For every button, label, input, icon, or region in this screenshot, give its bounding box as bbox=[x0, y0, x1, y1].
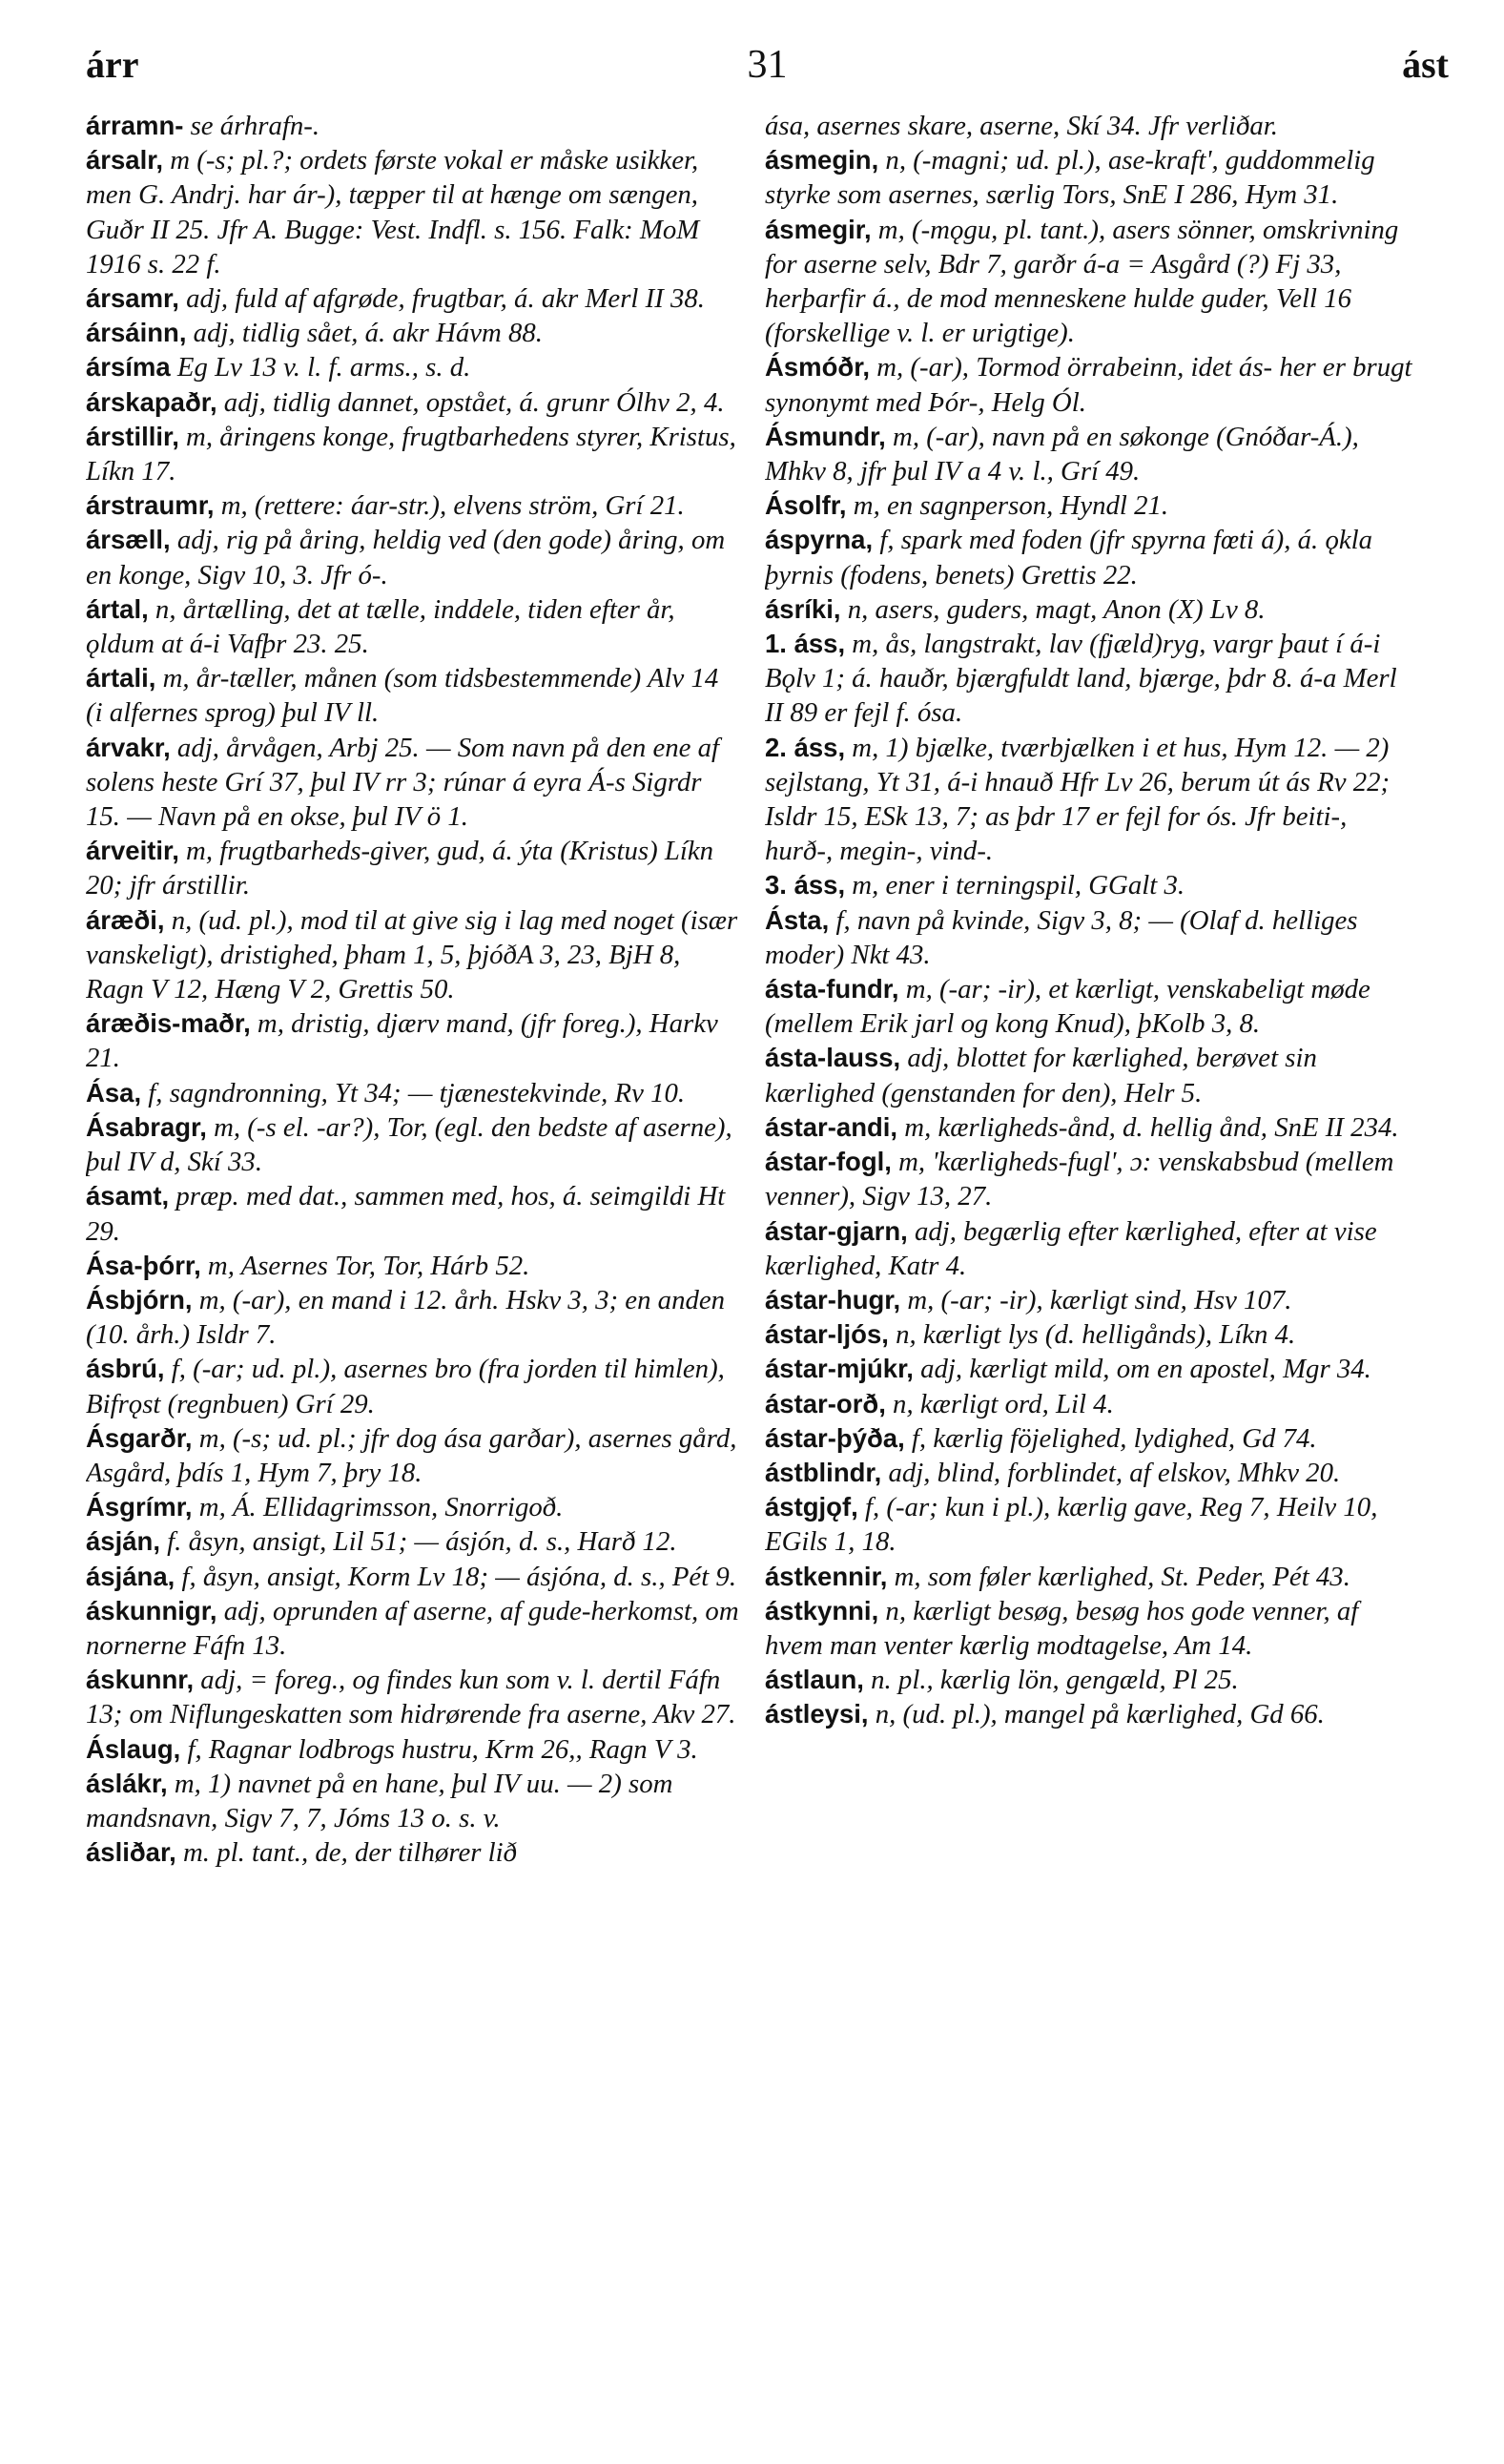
dictionary-entry bbox=[765, 420, 1419, 488]
entry-definition: adj, tidlig sået, á. akr Hávm 88. bbox=[186, 318, 543, 349]
entry-definition: m, (-ar), Tormod örrabeinn, idet ás- her er brugt synonymt med Þór-, Helg Ól. bbox=[765, 352, 1412, 418]
dictionary-entry bbox=[86, 1560, 740, 1594]
entry-headword: Ása, bbox=[86, 1077, 142, 1108]
entry-headword: Ásbjórn, bbox=[86, 1284, 193, 1315]
dictionary-entry bbox=[765, 1421, 1419, 1456]
dictionary-entry bbox=[765, 1387, 1419, 1421]
dictionary-entry bbox=[765, 1283, 1419, 1317]
entry-definition: m, ås, langstrakt, lav (fjæld)ryg, vargr þaut í á-i Bǫlv 1; á. hauðr, bjærgfuldt land, bjærge, þdr 8. á-a Merl II 89 er fejl f. ósa. bbox=[765, 629, 1397, 729]
entry-headword: Ásabragr, bbox=[86, 1111, 207, 1142]
entry-definition: m, år-tæller, månen (som tidsbestemmende) Alv 14 (i alfernes sprog) þul IV ll. bbox=[86, 663, 719, 729]
entry-headword: 3. áss, bbox=[765, 870, 846, 901]
dictionary-entry bbox=[765, 868, 1419, 902]
entry-headword: árstillir, bbox=[86, 421, 179, 451]
entry-definition: f, Ragnar lodbrogs hustru, Krm 26,, Ragn V 3. bbox=[180, 1733, 698, 1765]
entry-headword: ársáinn, bbox=[86, 318, 187, 348]
entry-definition: adj, fuld af afgrøde, frugtbar, á. akr Merl II 38. bbox=[178, 283, 705, 315]
entry-headword: ásmegir, bbox=[765, 214, 872, 244]
entry-definition: ása, asernes skare, aserne, Skí 34. Jfr verliðar. bbox=[765, 111, 1279, 141]
dictionary-entry bbox=[765, 1490, 1419, 1559]
entry-headword: ásmegin, bbox=[765, 145, 879, 176]
entry-headword: ársíma bbox=[86, 352, 171, 383]
entry-definition: m, (-ar), en mand i 12. årh. Hskv 3, 3; en anden (10. årh.) Isldr 7. bbox=[86, 1284, 726, 1351]
entry-definition: adj, = foreg., og findes kun som v. l. dertil Fáfn 13; om Niflungeskatten som hidrørende fra aserne, Akv 27. bbox=[86, 1665, 736, 1730]
entry-headword: ásamt, bbox=[86, 1181, 170, 1211]
dictionary-entry bbox=[86, 1732, 740, 1767]
dictionary-entry bbox=[765, 1697, 1419, 1731]
page-header bbox=[86, 42, 1449, 99]
entry-headword: Ásolfr, bbox=[765, 490, 847, 521]
entry-definition: m, 'kærligheds-fugl', ɔ: venskabsbud (mellem venner), Sigv 13, 27. bbox=[765, 1147, 1394, 1212]
dictionary-entry bbox=[86, 1421, 740, 1490]
entry-headword: árskapaðr, bbox=[86, 386, 217, 417]
dictionary-entry bbox=[765, 592, 1419, 627]
dictionary-entry bbox=[765, 1560, 1419, 1594]
dictionary-entry bbox=[765, 523, 1419, 591]
entry-headword: ásliðar, bbox=[86, 1837, 176, 1868]
entry-definition: m, en sagnperson, Hyndl 21. bbox=[846, 490, 1169, 522]
dictionary-entry bbox=[765, 1041, 1419, 1109]
right-column bbox=[765, 109, 1419, 2446]
dictionary-entry bbox=[86, 731, 740, 835]
dictionary-entry bbox=[765, 972, 1419, 1041]
entry-definition: n, asers, guders, magt, Anon (X) Lv 8. bbox=[840, 593, 1266, 625]
dictionary-entry bbox=[86, 1283, 740, 1352]
entry-definition: f, spark med foden (jfr spyrna fœti á), á. ǫkla þyrnis (fodens, benets) Grettis 22. bbox=[765, 525, 1373, 590]
entry-definition: n, kærligt ord, Lil 4. bbox=[885, 1388, 1114, 1419]
entry-headword: Ásgrímr, bbox=[86, 1492, 193, 1522]
entry-definition: m, 1) bjælke, tværbjælken i et hus, Hym 12. — 2) sejlstang, Yt 31, á-i hnauð Hfr Lv 26, berum út ás Rv 22; Isldr 15, ESk 13, 7; as þdr 17 er fejl for ós. Jfr beiti-, hurð-, megin-, vind-. bbox=[765, 732, 1391, 867]
dictionary-entry bbox=[86, 1249, 740, 1283]
entry-headword: Áslaug, bbox=[86, 1733, 181, 1764]
entry-definition: f, (-ar; ud. pl.), asernes bro (fra jorden til himlen), Bifrǫst (regnbuen) Grí 29. bbox=[86, 1354, 725, 1419]
dictionary-entry bbox=[86, 592, 740, 661]
entry-headword: ársamr, bbox=[86, 283, 179, 314]
dictionary-entry bbox=[765, 350, 1419, 419]
dictionary-entry bbox=[86, 109, 740, 143]
dictionary-entry bbox=[765, 627, 1419, 731]
dictionary-entry bbox=[765, 1663, 1419, 1697]
entry-definition: adj, begærlig efter kærlighed, efter at vise kærlighed, Katr 4. bbox=[765, 1215, 1377, 1281]
dictionary-entry bbox=[86, 385, 740, 420]
entry-headword: ástblindr, bbox=[765, 1457, 882, 1487]
entry-headword: ásbrú, bbox=[86, 1354, 165, 1384]
entry-headword: ástar-fogl, bbox=[765, 1147, 892, 1177]
dictionary-entry bbox=[86, 1352, 740, 1420]
entry-headword: árramn- bbox=[86, 111, 184, 140]
dictionary-entry bbox=[765, 1214, 1419, 1283]
header-last-word: ást bbox=[1402, 43, 1449, 86]
entry-headword: 2. áss, bbox=[765, 732, 846, 762]
entry-definition: m, 1) navnet på en hane, þul IV uu. — 2) som mandsnavn, Sigv 7, 7, Jóms 13 o. s. v. bbox=[86, 1768, 673, 1833]
dictionary-entry bbox=[765, 1352, 1419, 1386]
header-first-word: árr bbox=[86, 43, 139, 86]
entry-headword: ástar-mjúkr, bbox=[765, 1354, 914, 1384]
dictionary-entry bbox=[765, 903, 1419, 972]
entry-definition: Eg Lv 13 v. l. f. arms., s. d. bbox=[170, 352, 471, 383]
entry-definition: m, (-s el. -ar?), Tor, (egl. den bedste af aserne), þul IV d, Skí 33. bbox=[86, 1111, 732, 1178]
entry-definition: adj, rig på åring, heldig ved (den gode) åring, om en konge, Sigv 10, 3. Jfr ó-. bbox=[86, 525, 726, 590]
entry-definition: m, Asernes Tor, Tor, Hárb 52. bbox=[200, 1250, 530, 1281]
dictionary-entry bbox=[765, 109, 1419, 143]
entry-headword: Ása-þórr, bbox=[86, 1250, 201, 1280]
entry-definition: f, kærlig föjelighed, lydighed, Gd 74. bbox=[904, 1422, 1317, 1454]
dictionary-entry bbox=[86, 1490, 740, 1524]
entry-definition: n. pl., kærlig lön, gengæld, Pl 25. bbox=[863, 1665, 1239, 1696]
entry-headword: áræði, bbox=[86, 904, 165, 935]
entry-definition: m, (-s; ud. pl.; jfr dog ása garðar), asernes gård, Asgård, þdís 1, Hym 7, þry 18. bbox=[86, 1422, 737, 1488]
entry-headword: ásján, bbox=[86, 1526, 160, 1557]
entry-headword: ásta-lauss, bbox=[765, 1043, 901, 1073]
entry-definition: n, kærligt lys (d. helligånds), Líkn 4. bbox=[888, 1319, 1296, 1351]
entry-definition: m, frugtbarheds-giver, gud, á. ýta (Kristus) Líkn 20; jfr árstillir. bbox=[86, 836, 714, 901]
entry-definition: adj, blottet for kærlighed, berøvet sin kærlighed (genstanden for den), Helr 5. bbox=[765, 1043, 1317, 1108]
entry-definition: m, ener i terningspil, GGalt 3. bbox=[845, 870, 1185, 901]
entry-headword: áskunnigr, bbox=[86, 1595, 217, 1625]
entry-headword: ástleysi, bbox=[765, 1699, 869, 1729]
dictionary-entry bbox=[765, 1145, 1419, 1213]
page-number: 31 bbox=[747, 43, 788, 87]
dictionary-entry bbox=[765, 1317, 1419, 1352]
entry-headword: ásjána, bbox=[86, 1561, 175, 1591]
entry-headword: ástar-gjarn, bbox=[765, 1215, 908, 1246]
entry-definition: f, navn på kvinde, Sigv 3, 8; — (Olaf d. helliges moder) Nkt 43. bbox=[765, 904, 1358, 970]
entry-headword: ástar-hugr, bbox=[765, 1284, 901, 1315]
entry-headword: árstraumr, bbox=[86, 490, 215, 521]
dictionary-entry bbox=[86, 903, 740, 1007]
dictionary-entry bbox=[86, 834, 740, 902]
dictionary-entry bbox=[765, 1594, 1419, 1663]
entry-definition: m. pl. tant., de, der tilhører lið bbox=[175, 1837, 518, 1869]
dictionary-entry bbox=[86, 1006, 740, 1075]
dictionary-entry bbox=[86, 1524, 740, 1559]
dictionary-entry bbox=[86, 523, 740, 591]
entry-definition: f. åsyn, ansigt, Lil 51; — ásjón, d. s., Harð 12. bbox=[159, 1526, 677, 1558]
dictionary-entry bbox=[86, 1179, 740, 1248]
entry-headword: Ásta, bbox=[765, 904, 830, 935]
entry-headword: ástar-orð, bbox=[765, 1388, 886, 1418]
entry-definition: m, (rettere: áar-str.), elvens ström, Grí 21. bbox=[214, 490, 685, 522]
entry-headword: árveitir, bbox=[86, 836, 179, 866]
entry-definition: m, kærligheds-ånd, d. hellig ånd, SnE II 234. bbox=[897, 1111, 1399, 1143]
dictionary-entry bbox=[86, 1594, 740, 1663]
entry-headword: áskunnr, bbox=[86, 1665, 195, 1695]
entry-definition: adj, blind, forblindet, af elskov, Mhkv 20. bbox=[881, 1457, 1341, 1488]
entry-headword: ártal, bbox=[86, 593, 149, 624]
entry-definition: adj, kærligt mild, om en apostel, Mgr 34. bbox=[913, 1354, 1371, 1385]
entry-definition: n, årtælling, det at tælle, inddele, tiden efter år, ǫldum at á-i Vafþr 23. 25. bbox=[86, 593, 675, 660]
entry-definition: m, åringens konge, frugtbarhedens styrer, Kristus, Líkn 17. bbox=[86, 421, 736, 487]
entry-headword: ástkynni, bbox=[765, 1595, 879, 1625]
entry-headword: ástgjǫf, bbox=[765, 1492, 858, 1522]
entry-definition: f, (-ar; kun i pl.), kærlig gave, Reg 7, Heilv 10, EGils 1, 18. bbox=[765, 1492, 1378, 1558]
entry-definition: n, (ud. pl.), mod til at give sig i lag med noget (især vanskeligt), dristighed, þham 1, 5, þjóðA 3, 23, BjH 8, Ragn V 12, Hæng V 2, Grettis 50. bbox=[86, 904, 738, 1005]
entry-headword: Ásmundr, bbox=[765, 421, 886, 451]
entry-definition: m, (-ar), navn på en søkonge (Gnóðar-Á.), Mhkv 8, jfr þul IV a 4 v. l., Grí 49. bbox=[765, 421, 1359, 487]
entry-headword: ásta-fundr, bbox=[765, 974, 899, 1004]
entry-definition: adj, tidlig dannet, opstået, á. grunr Ólhv 2, 4. bbox=[216, 386, 725, 418]
dictionary-entry bbox=[86, 143, 740, 281]
dictionary-entry bbox=[86, 316, 740, 350]
entry-headword: ástkennir, bbox=[765, 1561, 888, 1591]
dictionary-entry bbox=[765, 213, 1419, 351]
entry-definition: m (-s; pl.?; ordets første vokal er måske usikker, men G. Andrj. har ár-), tæpper til at hænge om sængen, Guðr II 25. Jfr A. Bugge: Vest. Indfl. s. 156. Falk: MoM 1916 s. 22 f. bbox=[86, 145, 700, 280]
entry-definition: n, (ud. pl.), mangel på kærlighed, Gd 66. bbox=[868, 1699, 1325, 1730]
entry-definition: n, kærligt besøg, besøg hos gode venner, af hvem man venter kærlig modtagelse, Am 14. bbox=[765, 1595, 1359, 1661]
left-column bbox=[86, 109, 740, 2446]
entry-definition: n, (-magni; ud. pl.), ase-kraft', guddommelig styrke som asernes, særlig Tors, SnE I 286, Hym 31. bbox=[765, 145, 1375, 211]
entry-headword: Ásmóðr, bbox=[765, 352, 871, 383]
entry-headword: ártali, bbox=[86, 663, 156, 694]
entry-definition: f, åsyn, ansigt, Korm Lv 18; — ásjóna, d. s., Pét 9. bbox=[175, 1561, 737, 1592]
entry-definition: m, dristig, djærv mand, (jfr foreg.), Harkv 21. bbox=[86, 1008, 718, 1074]
dictionary-entry bbox=[86, 488, 740, 523]
dictionary-entry bbox=[86, 350, 740, 384]
entry-headword: 1. áss, bbox=[765, 629, 846, 659]
entry-definition: m, (-ar; -ir), kærligt sind, Hsv 107. bbox=[900, 1284, 1292, 1315]
entry-definition: præp. med dat., sammen med, hos, á. seimgildi Ht 29. bbox=[86, 1181, 726, 1247]
dictionary-entry bbox=[86, 1663, 740, 1731]
dictionary-entry bbox=[86, 1076, 740, 1110]
entry-headword: áspyrna, bbox=[765, 525, 874, 555]
entry-headword: ársæll, bbox=[86, 525, 171, 555]
entry-headword: Ásgarðr, bbox=[86, 1422, 193, 1453]
entry-definition: se árhrafn-. bbox=[183, 111, 320, 141]
entry-definition: m, som føler kærlighed, St. Peder, Pét 43. bbox=[887, 1561, 1350, 1592]
dictionary-entry bbox=[86, 1110, 740, 1179]
dictionary-entry bbox=[86, 420, 740, 488]
entry-definition: adj, årvågen, Arbj 25. — Som navn på den ene af solens heste Grí 37, þul IV rr 3; rúnar á eyra Á-s Sigrdr 15. — Navn på en okse, þul IV ö 1. bbox=[86, 732, 720, 833]
dictionary-entry bbox=[86, 1767, 740, 1835]
entry-headword: áslákr, bbox=[86, 1768, 168, 1798]
dictionary-entry bbox=[86, 1835, 740, 1870]
entry-definition: f, sagndronning, Yt 34; — tjænestekvinde, Rv 10. bbox=[141, 1077, 686, 1108]
entry-headword: ástar-ljós, bbox=[765, 1319, 889, 1350]
dictionary-entry bbox=[86, 661, 740, 730]
entry-headword: áræðis-maðr, bbox=[86, 1008, 251, 1039]
entry-definition: m, (-ar; -ir), et kærligt, venskabeligt møde (mellem Erik jarl og kong Knud), þKolb 3, 8. bbox=[765, 974, 1370, 1040]
entry-headword: ástlaun, bbox=[765, 1665, 864, 1695]
entry-headword: ársalr, bbox=[86, 145, 164, 176]
dictionary-entry bbox=[765, 1110, 1419, 1145]
dictionary-entry bbox=[765, 143, 1419, 212]
dictionary-entry bbox=[765, 731, 1419, 869]
entry-definition: m, (-mǫgu, pl. tant.), asers sönner, omskrivning for aserne selv, Bdr 7, garðr á-a = Asgård (?) Fj 33, herþarfir á., de mod menneskene hulde guder, Vell 16 (forskellige v. l. er urigtige). bbox=[765, 214, 1399, 349]
entry-headword: árvakr, bbox=[86, 732, 171, 762]
dictionary-entry bbox=[765, 488, 1419, 523]
entry-headword: ásríki, bbox=[765, 593, 841, 624]
entry-definition: m, Á. Ellidagrimsson, Snorrigoð. bbox=[192, 1492, 564, 1523]
entry-definition: adj, oprunden af aserne, af gude-herkomst, om nornerne Fáfn 13. bbox=[86, 1595, 739, 1661]
dictionary-entry bbox=[86, 281, 740, 316]
dictionary-entry bbox=[765, 1456, 1419, 1490]
entry-headword: ástar-þýða, bbox=[765, 1422, 905, 1453]
entry-headword: ástar-andi, bbox=[765, 1111, 898, 1142]
